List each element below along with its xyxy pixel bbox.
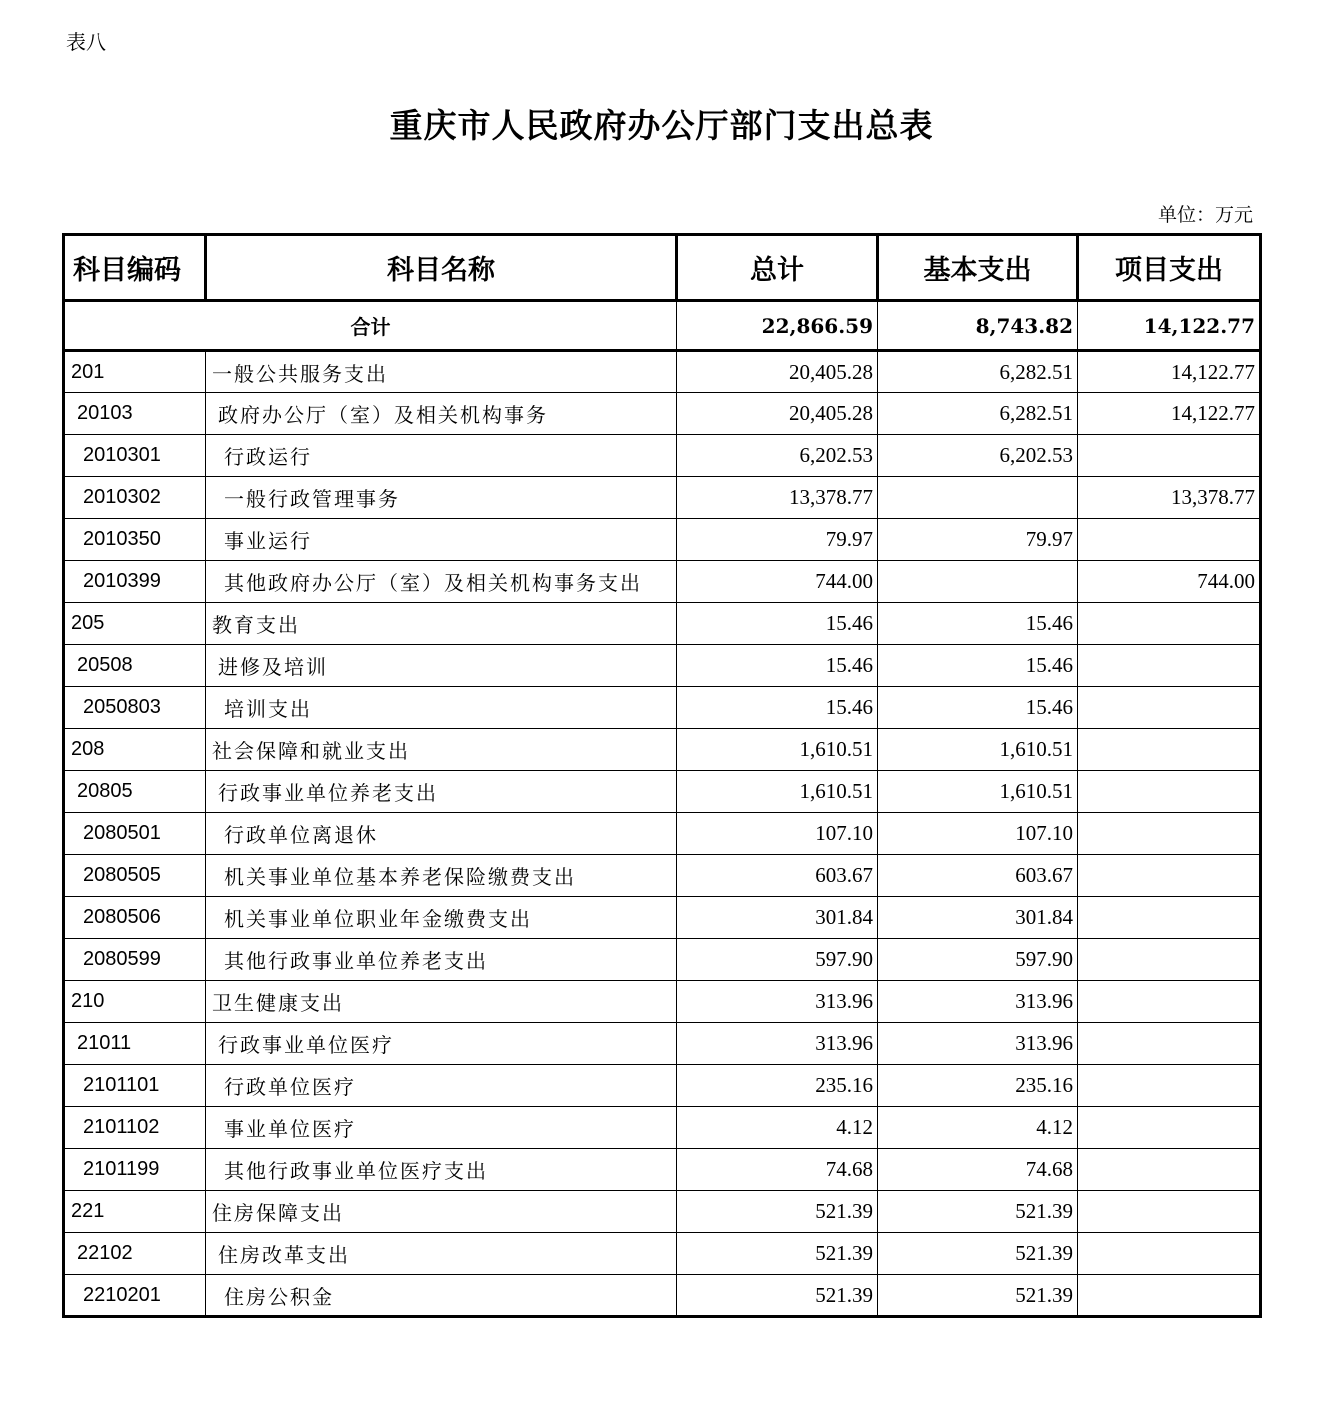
row-name: 其他行政事业单位养老支出 xyxy=(206,939,677,981)
row-code: 2080599 xyxy=(64,939,206,981)
row-basic: 6,202.53 xyxy=(878,435,1078,477)
table-row xyxy=(64,351,1261,393)
header-name: 科目名称 xyxy=(206,235,677,301)
row-name: 行政事业单位医疗 xyxy=(206,1023,677,1065)
row-name: 其他政府办公厅（室）及相关机构事务支出 xyxy=(206,561,677,603)
row-name: 教育支出 xyxy=(206,603,677,645)
row-name: 一般公共服务支出 xyxy=(206,351,677,393)
table-row xyxy=(64,855,1261,897)
row-project: 744.00 xyxy=(1078,561,1261,603)
row-name: 事业单位医疗 xyxy=(206,1107,677,1149)
row-total: 521.39 xyxy=(677,1275,878,1317)
row-basic: 15.46 xyxy=(878,687,1078,729)
row-project xyxy=(1078,939,1261,981)
table-row xyxy=(64,813,1261,855)
row-basic: 15.46 xyxy=(878,645,1078,687)
row-basic: 521.39 xyxy=(878,1275,1078,1317)
row-basic xyxy=(878,561,1078,603)
row-basic: 6,282.51 xyxy=(878,351,1078,393)
table-row xyxy=(64,1149,1261,1191)
row-project xyxy=(1078,1107,1261,1149)
row-code: 22102 xyxy=(64,1233,206,1275)
total-total: 22,866.59 xyxy=(677,301,878,351)
total-project: 14,122.77 xyxy=(1078,301,1261,351)
row-code: 2101199 xyxy=(64,1149,206,1191)
header-code: 科目编码 xyxy=(64,235,206,301)
row-name: 行政运行 xyxy=(206,435,677,477)
total-label: 合计 xyxy=(64,301,677,351)
row-code: 2101101 xyxy=(64,1065,206,1107)
row-total: 15.46 xyxy=(677,645,878,687)
total-row xyxy=(64,301,1261,351)
row-total: 6,202.53 xyxy=(677,435,878,477)
row-name: 行政单位离退休 xyxy=(206,813,677,855)
row-code: 2010350 xyxy=(64,519,206,561)
row-total: 744.00 xyxy=(677,561,878,603)
row-name: 一般行政管理事务 xyxy=(206,477,677,519)
row-project xyxy=(1078,1149,1261,1191)
table-row xyxy=(64,1107,1261,1149)
row-code: 2210201 xyxy=(64,1275,206,1317)
row-basic: 1,610.51 xyxy=(878,729,1078,771)
row-project: 14,122.77 xyxy=(1078,393,1261,435)
row-project xyxy=(1078,435,1261,477)
row-code: 20805 xyxy=(64,771,206,813)
row-total: 597.90 xyxy=(677,939,878,981)
row-basic: 235.16 xyxy=(878,1065,1078,1107)
row-total: 13,378.77 xyxy=(677,477,878,519)
header-total: 总计 xyxy=(677,235,878,301)
row-project xyxy=(1078,1233,1261,1275)
row-project xyxy=(1078,603,1261,645)
row-name: 事业运行 xyxy=(206,519,677,561)
header-basic: 基本支出 xyxy=(878,235,1078,301)
table-row xyxy=(64,435,1261,477)
row-code: 2101102 xyxy=(64,1107,206,1149)
row-total: 20,405.28 xyxy=(677,351,878,393)
row-name: 政府办公厅（室）及相关机构事务 xyxy=(206,393,677,435)
row-basic: 15.46 xyxy=(878,603,1078,645)
row-code: 201 xyxy=(64,351,206,393)
expenditure-table xyxy=(62,233,1262,1318)
row-total: 79.97 xyxy=(677,519,878,561)
table-row xyxy=(64,1065,1261,1107)
row-code: 21011 xyxy=(64,1023,206,1065)
table-row xyxy=(64,729,1261,771)
header-project: 项目支出 xyxy=(1078,235,1261,301)
row-project xyxy=(1078,1191,1261,1233)
row-basic: 313.96 xyxy=(878,981,1078,1023)
row-total: 1,610.51 xyxy=(677,729,878,771)
row-basic: 603.67 xyxy=(878,855,1078,897)
row-name: 机关事业单位职业年金缴费支出 xyxy=(206,897,677,939)
row-code: 210 xyxy=(64,981,206,1023)
row-total: 313.96 xyxy=(677,981,878,1023)
table-row xyxy=(64,687,1261,729)
row-basic: 74.68 xyxy=(878,1149,1078,1191)
row-project xyxy=(1078,813,1261,855)
row-name: 培训支出 xyxy=(206,687,677,729)
row-code: 205 xyxy=(64,603,206,645)
row-project xyxy=(1078,687,1261,729)
row-project xyxy=(1078,729,1261,771)
row-basic xyxy=(878,477,1078,519)
table-row xyxy=(64,603,1261,645)
row-project xyxy=(1078,981,1261,1023)
row-project xyxy=(1078,1275,1261,1317)
table-row xyxy=(64,939,1261,981)
row-code: 2010399 xyxy=(64,561,206,603)
table-row xyxy=(64,1233,1261,1275)
row-name: 住房保障支出 xyxy=(206,1191,677,1233)
unit-label: 单位：万元 xyxy=(1157,204,1253,226)
row-basic: 521.39 xyxy=(878,1233,1078,1275)
row-total: 20,405.28 xyxy=(677,393,878,435)
row-total: 521.39 xyxy=(677,1191,878,1233)
table-row xyxy=(64,771,1261,813)
row-name: 住房改革支出 xyxy=(206,1233,677,1275)
table-label: 表八 xyxy=(66,30,106,54)
row-total: 235.16 xyxy=(677,1065,878,1107)
row-total: 107.10 xyxy=(677,813,878,855)
row-basic: 79.97 xyxy=(878,519,1078,561)
row-basic: 597.90 xyxy=(878,939,1078,981)
row-name: 机关事业单位基本养老保险缴费支出 xyxy=(206,855,677,897)
page-title: 重庆市人民政府办公厅部门支出总表 xyxy=(389,106,934,145)
table-row xyxy=(64,519,1261,561)
table-row xyxy=(64,1191,1261,1233)
row-code: 2010302 xyxy=(64,477,206,519)
row-total: 313.96 xyxy=(677,1023,878,1065)
row-code: 20508 xyxy=(64,645,206,687)
row-total: 15.46 xyxy=(677,603,878,645)
row-project: 14,122.77 xyxy=(1078,351,1261,393)
row-name: 行政事业单位养老支出 xyxy=(206,771,677,813)
table-row xyxy=(64,393,1261,435)
row-project: 13,378.77 xyxy=(1078,477,1261,519)
row-basic: 521.39 xyxy=(878,1191,1078,1233)
row-code: 20103 xyxy=(64,393,206,435)
row-total: 301.84 xyxy=(677,897,878,939)
row-project xyxy=(1078,897,1261,939)
table-row xyxy=(64,981,1261,1023)
row-project xyxy=(1078,519,1261,561)
row-total: 603.67 xyxy=(677,855,878,897)
table-row xyxy=(64,1275,1261,1317)
total-basic: 8,743.82 xyxy=(878,301,1078,351)
row-project xyxy=(1078,645,1261,687)
row-name: 行政单位医疗 xyxy=(206,1065,677,1107)
row-total: 74.68 xyxy=(677,1149,878,1191)
table-row xyxy=(64,645,1261,687)
row-project xyxy=(1078,771,1261,813)
row-code: 208 xyxy=(64,729,206,771)
row-basic: 313.96 xyxy=(878,1023,1078,1065)
row-code: 2080501 xyxy=(64,813,206,855)
row-code: 2080506 xyxy=(64,897,206,939)
row-total: 15.46 xyxy=(677,687,878,729)
table-row xyxy=(64,897,1261,939)
row-project xyxy=(1078,1023,1261,1065)
row-basic: 1,610.51 xyxy=(878,771,1078,813)
row-total: 4.12 xyxy=(677,1107,878,1149)
row-project xyxy=(1078,855,1261,897)
row-name: 进修及培训 xyxy=(206,645,677,687)
row-project xyxy=(1078,1065,1261,1107)
row-code: 2050803 xyxy=(64,687,206,729)
row-code: 221 xyxy=(64,1191,206,1233)
row-basic: 301.84 xyxy=(878,897,1078,939)
row-name: 卫生健康支出 xyxy=(206,981,677,1023)
row-total: 1,610.51 xyxy=(677,771,878,813)
row-total: 521.39 xyxy=(677,1233,878,1275)
table-row xyxy=(64,1023,1261,1065)
row-name: 住房公积金 xyxy=(206,1275,677,1317)
row-name: 其他行政事业单位医疗支出 xyxy=(206,1149,677,1191)
header-row xyxy=(64,235,1261,301)
row-basic: 6,282.51 xyxy=(878,393,1078,435)
row-code: 2010301 xyxy=(64,435,206,477)
table-row xyxy=(64,561,1261,603)
table-row xyxy=(64,477,1261,519)
row-basic: 4.12 xyxy=(878,1107,1078,1149)
row-name: 社会保障和就业支出 xyxy=(206,729,677,771)
row-basic: 107.10 xyxy=(878,813,1078,855)
row-code: 2080505 xyxy=(64,855,206,897)
